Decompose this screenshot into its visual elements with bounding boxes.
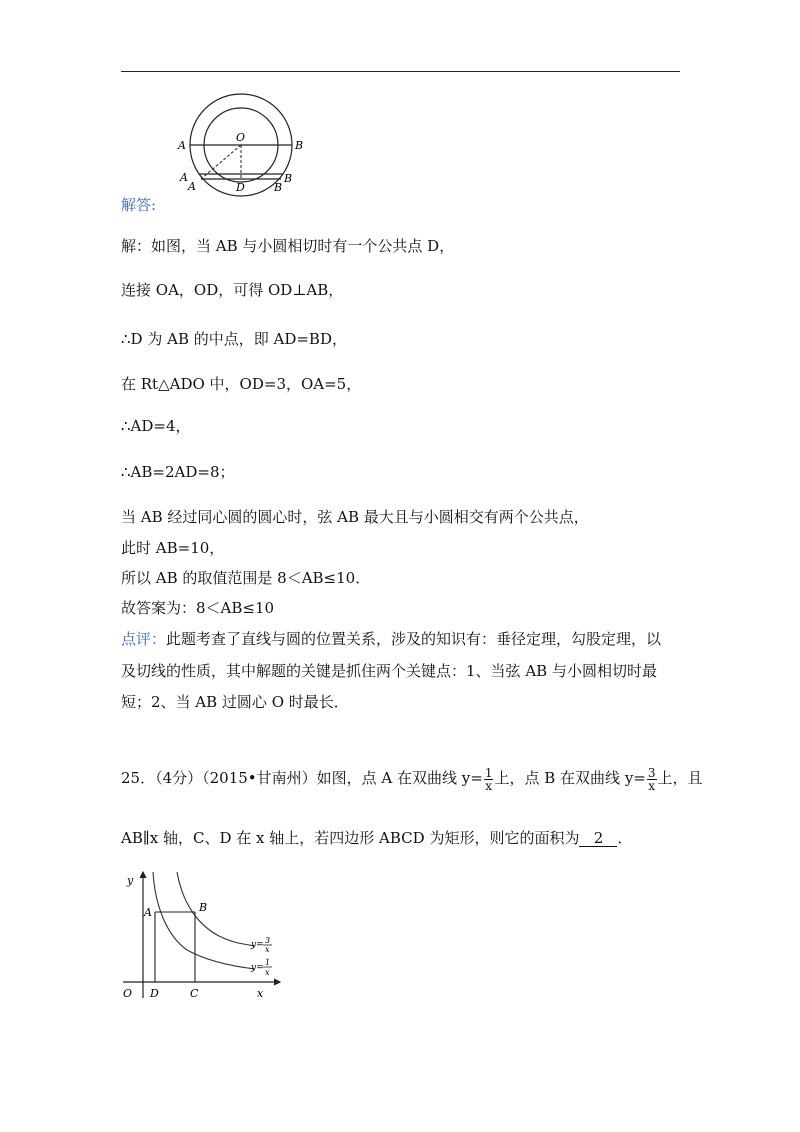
solution-line-3: ∴D 为 AB 的中点，即 AD=BD， [121,330,347,348]
header-rule [121,71,680,72]
comment-text-1: 此题考查了直线与圆的位置关系，涉及的知识有：垂径定理，勾股定理，以 [166,630,662,648]
question-line2-prefix: AB∥x 轴，C、D 在 x 轴上，若四边形 ABCD 为矩形，则它的面积为 [121,829,580,847]
label-point-d: D [150,987,159,1000]
answer-blank: 2 [579,830,617,847]
concentric-circles-figure [170,92,315,202]
curve-y-1-over-x [153,872,255,969]
label-b-top: B [295,139,304,152]
label-b-mid: B [284,172,293,185]
solution-line-6: ∴AB=2AD=8； [121,463,235,481]
hyperbola-rectangle-figure [115,866,290,1006]
fraction-3-over-x: $\frac{3}{x}$ [647,765,656,793]
label-point-b: B [199,901,208,914]
solution-line-10: 故答案为：8＜AB≤10 [121,599,275,617]
solution-line-5: ∴AD=4， [121,417,191,435]
comment-line-1 [121,629,661,649]
label-curve1-num: 1 [265,958,271,967]
label-curve3-y: y= [251,940,264,950]
question-mid: 上，点 B 在双曲线 [494,769,625,787]
question-25-line-1 [121,763,703,793]
label-a-low: A [188,180,196,193]
label-x-axis: x [257,987,264,1000]
label-origin: O [123,987,133,1000]
hyperbola-2-y: y= [624,769,646,787]
solution-line-7: 当 AB 经过同心圆的圆心时，弦 AB 最大且与小圆相交有两个公共点， [121,508,589,526]
question-prefix: 25．（4分）（2015•甘南州）如图，点 A 在双曲线 [121,769,462,787]
question-line2-suffix: ． [617,829,633,847]
hyperbola-1-y: y= [461,769,483,787]
label-a-top: A [178,139,186,152]
label-point-a: A [144,906,152,919]
label-o: O [236,131,246,144]
label-curve3-den: x [265,945,270,954]
solution-line-9: 所以 AB 的取值范围是 8＜AB≤10． [121,569,371,587]
solution-line-8: 此时 AB=10， [121,539,225,557]
label-b-low: B [274,181,283,194]
label-a-mid: A [180,171,188,184]
comment-line-3: 短；2、当 AB 过圆心 O 时最长． [121,693,349,711]
question-25-line-2 [121,828,632,848]
comment-line-2: 及切线的性质，其中解题的关键是抓住两个关键点：1、当弦 AB 与小圆相切时最 [121,662,657,680]
label-curve3-num: 3 [265,936,271,945]
label-curve1-den: x [265,968,270,977]
label-curve1-y: y= [251,963,264,973]
solution-line-2: 连接 OA，OD，可得 OD⊥AB， [121,281,344,299]
comment-label: 点评： [121,630,167,648]
curve-y-3-over-x [177,872,255,946]
label-y-axis: y [127,874,134,887]
question-suffix: 上，且 [657,769,703,787]
solution-label: 解答: [121,196,157,214]
label-point-c: C [190,987,199,1000]
label-d: D [236,181,245,194]
solution-line-1: 解：如图，当 AB 与小圆相切时有一个公共点 D， [121,237,455,255]
fraction-1-over-x: $\frac{1}{x}$ [484,765,493,793]
solution-line-4: 在 Rt△ADO 中，OD=3，OA=5， [121,375,362,393]
